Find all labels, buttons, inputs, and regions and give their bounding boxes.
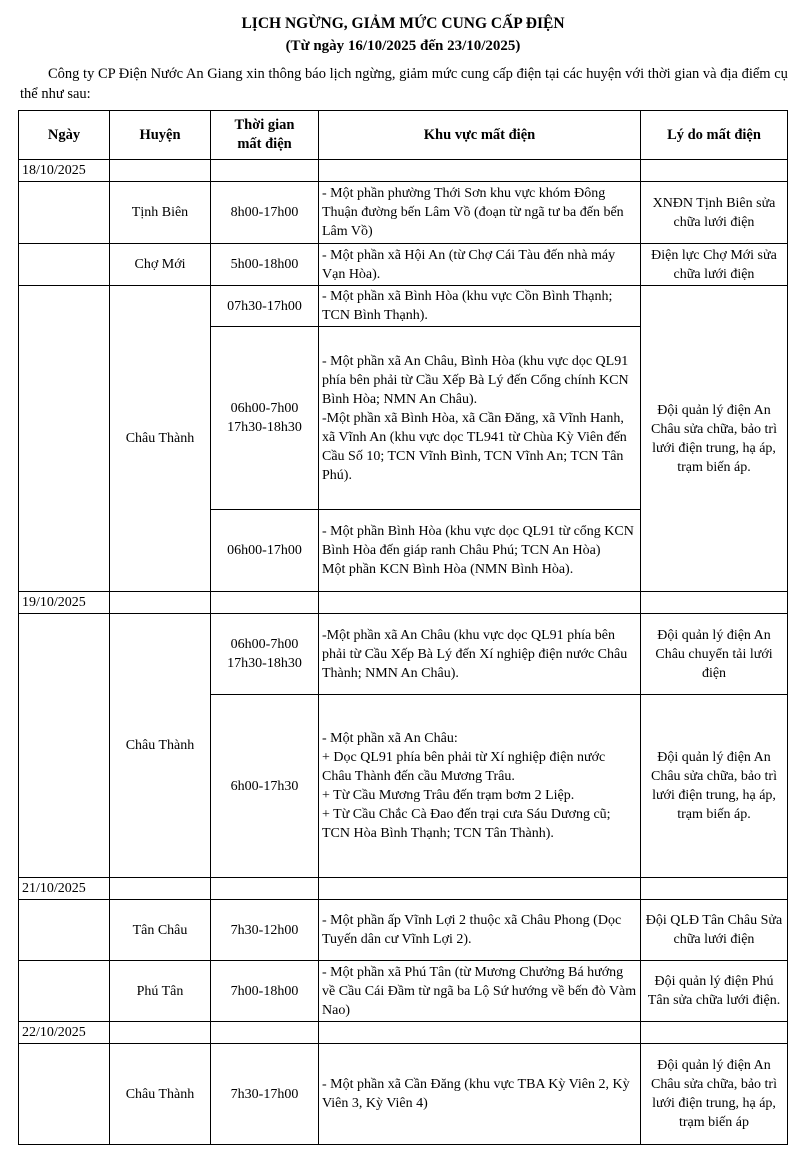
area-cell: - Một phần phường Thới Sơn khu vực khóm Đông Thuận đường bến Lâm Vồ (đoạn từ ngã tư ba đến bến Lâm Vồ) bbox=[319, 182, 641, 244]
reason-cell: Đội QLĐ Tân Châu Sửa chữa lưới điện bbox=[641, 900, 788, 961]
reason-cell: Đội quản lý điện An Châu sửa chữa, bảo trì lưới điện trung, hạ áp, trạm biến áp bbox=[641, 1044, 788, 1145]
header-reason: Lý do mất điện bbox=[641, 111, 788, 160]
table-row bbox=[19, 961, 788, 1022]
area-cell bbox=[319, 695, 641, 878]
area-cell: - Một phần xã Hội An (từ Chợ Cái Tàu đến nhà máy Vạn Hòa). bbox=[319, 244, 641, 286]
time-line: 17h30-18h30 bbox=[227, 420, 302, 435]
table-row bbox=[19, 244, 788, 286]
intro-paragraph: Công ty CP Điện Nước An Giang xin thông báo lịch ngừng, giảm mức cung cấp điện tại các huyện với thời gian và địa điểm cụ thể như sau: bbox=[20, 66, 788, 102]
table-row bbox=[19, 1044, 788, 1145]
date-row bbox=[19, 592, 788, 614]
reason-cell: Điện lực Chợ Mới sửa chữa lưới điện bbox=[641, 244, 788, 286]
header-time bbox=[211, 111, 319, 160]
area-line: + Dọc QL91 phía bên phải từ Xí nghiệp điện nước Châu Thành đến cầu Mương Trâu. bbox=[322, 750, 606, 784]
header-time-line1: Thời gian bbox=[234, 117, 295, 133]
reason-cell: Đội quản lý điện An Châu sửa chữa, bảo trì lưới điện trung, hạ áp, trạm biến áp. bbox=[641, 286, 788, 592]
time-line: 17h30-18h30 bbox=[227, 656, 302, 671]
area-cell: -Một phần xã An Châu (khu vực dọc QL91 phía bên phải từ Cầu Xếp Bà Lý đến Xí nghiệp điện nước Châu Thành; NMN An Châu). bbox=[319, 614, 641, 695]
outage-schedule-table bbox=[18, 110, 788, 1145]
table-header-row bbox=[19, 111, 788, 160]
header-district: Huyện bbox=[110, 111, 211, 160]
time-line: 06h00-7h00 bbox=[230, 637, 299, 652]
reason-cell: Đội quản lý điện An Châu chuyển tải lưới điện bbox=[641, 614, 788, 695]
page-title: LỊCH NGỪNG, GIẢM MỨC CUNG CẤP ĐIỆN bbox=[241, 15, 565, 32]
date-cell: 18/10/2025 bbox=[19, 160, 110, 182]
header-time-line2: mất điện bbox=[237, 136, 292, 152]
area-cell: - Một phần xã Bình Hòa (khu vực Cồn Bình Thạnh; TCN Bình Thạnh). bbox=[319, 286, 641, 327]
time-cell: 7h30-17h00 bbox=[211, 1044, 319, 1145]
page-subtitle: (Từ ngày 16/10/2025 đến 23/10/2025) bbox=[285, 38, 521, 54]
district-cell: Phú Tân bbox=[110, 961, 211, 1022]
area-line: -Một phần xã Bình Hòa, xã Cần Đăng, xã Vĩnh Hanh, xã Vĩnh An (khu vực dọc TL941 từ Chùa Kỳ Viên đến Cầu Số 10; TCN Vĩnh Bình, TCN Vĩnh An; TCN Tân Phú). bbox=[322, 410, 627, 483]
area-line: - Một phần Bình Hòa (khu vực dọc QL91 từ cổng KCN Bình Hòa đến giáp ranh Châu Phú; TCN An Hòa) bbox=[322, 524, 634, 558]
time-cell: 06h00-17h00 bbox=[211, 510, 319, 592]
header-area: Khu vực mất điện bbox=[319, 111, 641, 160]
area-line: + Từ Cầu Mương Trâu đến trạm bơm 2 Liệp. bbox=[322, 788, 575, 803]
date-row bbox=[19, 160, 788, 182]
area-cell bbox=[319, 327, 641, 510]
area-line: - Một phần xã An Châu: bbox=[322, 731, 458, 746]
date-cell: 22/10/2025 bbox=[19, 1022, 110, 1044]
area-line: + Từ Cầu Chắc Cà Đao đến trại cưa Sáu Dương cũ; TCN Hòa Bình Thạnh; TCN Tân Thành). bbox=[322, 807, 611, 841]
table-row bbox=[19, 286, 788, 327]
district-cell: Châu Thành bbox=[110, 614, 211, 878]
time-cell: 7h30-12h00 bbox=[211, 900, 319, 961]
reason-cell: Đội quản lý điện An Châu sửa chữa, bảo trì lưới điện trung, hạ áp, trạm biến áp. bbox=[641, 695, 788, 878]
time-cell: 07h30-17h00 bbox=[211, 286, 319, 327]
date-row bbox=[19, 1022, 788, 1044]
time-cell bbox=[211, 614, 319, 695]
time-cell: 6h00-17h30 bbox=[211, 695, 319, 878]
time-cell bbox=[211, 327, 319, 510]
district-cell: Chợ Mới bbox=[110, 244, 211, 286]
date-cell: 21/10/2025 bbox=[19, 878, 110, 900]
time-line: 06h00-7h00 bbox=[230, 401, 299, 416]
date-cell: 19/10/2025 bbox=[19, 592, 110, 614]
district-cell: Châu Thành bbox=[110, 286, 211, 592]
time-cell: 8h00-17h00 bbox=[211, 182, 319, 244]
reason-cell: XNĐN Tịnh Biên sửa chữa lưới điện bbox=[641, 182, 788, 244]
header-date: Ngày bbox=[19, 111, 110, 160]
reason-cell: Đội quản lý điện Phú Tân sửa chữa lưới điện. bbox=[641, 961, 788, 1022]
district-cell: Châu Thành bbox=[110, 1044, 211, 1145]
area-cell: - Một phần xã Phú Tân (từ Mương Chưởng Bá hướng về Cầu Cái Đầm từ ngã ba Lộ Sứ hướng về bến đò Vàm Nao) bbox=[319, 961, 641, 1022]
table-row bbox=[19, 900, 788, 961]
area-cell bbox=[319, 510, 641, 592]
area-cell: - Một phần xã Cần Đăng (khu vực TBA Kỳ Viên 2, Kỳ Viên 3, Kỳ Viên 4) bbox=[319, 1044, 641, 1145]
time-cell: 7h00-18h00 bbox=[211, 961, 319, 1022]
table-row bbox=[19, 182, 788, 244]
area-line: Một phần KCN Bình Hòa (NMN Bình Hòa). bbox=[322, 562, 574, 577]
area-line: - Một phần xã An Châu, Bình Hòa (khu vực dọc QL91 phía bên phải từ Cầu Xếp Bà Lý đến Cổng chính KCN Bình Hòa; NMN An Châu). bbox=[322, 353, 629, 407]
area-cell: - Một phần ấp Vĩnh Lợi 2 thuộc xã Châu Phong (Dọc Tuyến dân cư Vĩnh Lợi 2). bbox=[319, 900, 641, 961]
time-cell: 5h00-18h00 bbox=[211, 244, 319, 286]
district-cell: Tân Châu bbox=[110, 900, 211, 961]
table-row bbox=[19, 614, 788, 695]
date-row bbox=[19, 878, 788, 900]
district-cell: Tịnh Biên bbox=[110, 182, 211, 244]
